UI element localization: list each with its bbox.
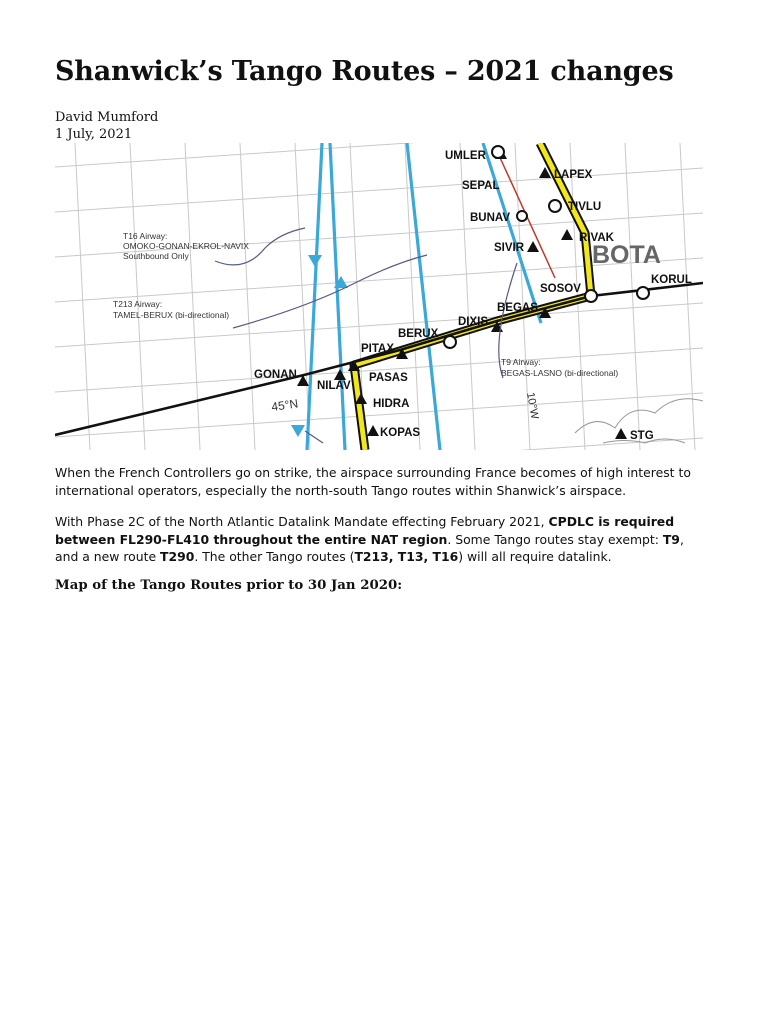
map-graphic bbox=[55, 143, 703, 450]
article-author: David Mumford bbox=[55, 110, 159, 125]
article-date: 1 July, 2021 bbox=[55, 127, 133, 142]
note-t9-2: BEGAS-LASNO (bi-directional) bbox=[501, 368, 619, 378]
label-dixis: DIXIS bbox=[458, 316, 489, 328]
routes-datalink: T213, T13, T16 bbox=[354, 549, 459, 564]
note-t213-1: T213 Airway: bbox=[113, 299, 163, 309]
label-sosov: SOSOV bbox=[540, 283, 581, 295]
article-title: Shanwick’s Tango Routes – 2021 changes bbox=[55, 56, 674, 87]
label-hidra: HIDRA bbox=[373, 398, 410, 410]
note-t9-1: T9 Airway: bbox=[501, 357, 541, 367]
label-10w: 10°W bbox=[524, 391, 541, 421]
section-heading: Map of the Tango Routes prior to 30 Jan 2020: bbox=[55, 578, 403, 593]
label-umler: UMLER bbox=[445, 150, 486, 162]
label-begas: BEGAS bbox=[497, 302, 538, 314]
note-t16-3: Southbound Only bbox=[123, 251, 189, 261]
label-bota: BOTA bbox=[592, 241, 661, 269]
route-t9: T9 bbox=[662, 531, 680, 547]
label-sivir: SIVIR bbox=[494, 242, 525, 254]
label-gonan: GONAN bbox=[254, 369, 297, 381]
route-t290: T290 bbox=[160, 549, 195, 564]
label-pitax: PITAX bbox=[361, 343, 395, 355]
paragraph-intro: When the French Controllers go on strike, the airspace surrounding France becomes of high interest to international operators, especially the north-south Tango routes within Shanwick’s airspace. bbox=[55, 465, 691, 498]
label-bunav: BUNAV bbox=[470, 212, 511, 224]
label-nilav: NILAV bbox=[317, 380, 351, 392]
note-t16-2: OMOKO-GONAN-EKROL-NAVIX bbox=[123, 241, 249, 251]
label-rivak: RIVAK bbox=[579, 232, 614, 244]
label-stg: STG bbox=[630, 430, 654, 442]
label-sepal: SEPAL bbox=[462, 180, 500, 192]
label-45n: 45°N bbox=[270, 396, 299, 414]
label-tivlu: TIVLU bbox=[568, 201, 602, 213]
tango-routes-map bbox=[55, 143, 703, 450]
label-berux: BERUX bbox=[398, 328, 439, 340]
paragraph-mandate: With Phase 2C of the North Atlantic Datalink Mandate effecting February 2021, CPDLC is required between FL290-FL410 throughout the entire NAT region. Some Tango routes stay exempt: T9, and a new route T290. The other Tango routes (T213, T13, T16) will all require datalink. bbox=[55, 514, 684, 564]
note-t16-1: T16 Airway: bbox=[123, 231, 168, 241]
label-lapex: LAPEX bbox=[554, 169, 593, 181]
label-pasas: PASAS bbox=[369, 372, 408, 384]
label-kopas: KOPAS bbox=[380, 427, 421, 439]
cpdlc-requirement: CPDLC is required between FL290-FL410 throughout the entire NAT region bbox=[55, 514, 675, 547]
label-korul: KORUL bbox=[651, 274, 692, 286]
note-t213-2: TAMEL-BERUX (bi-directional) bbox=[113, 310, 230, 320]
